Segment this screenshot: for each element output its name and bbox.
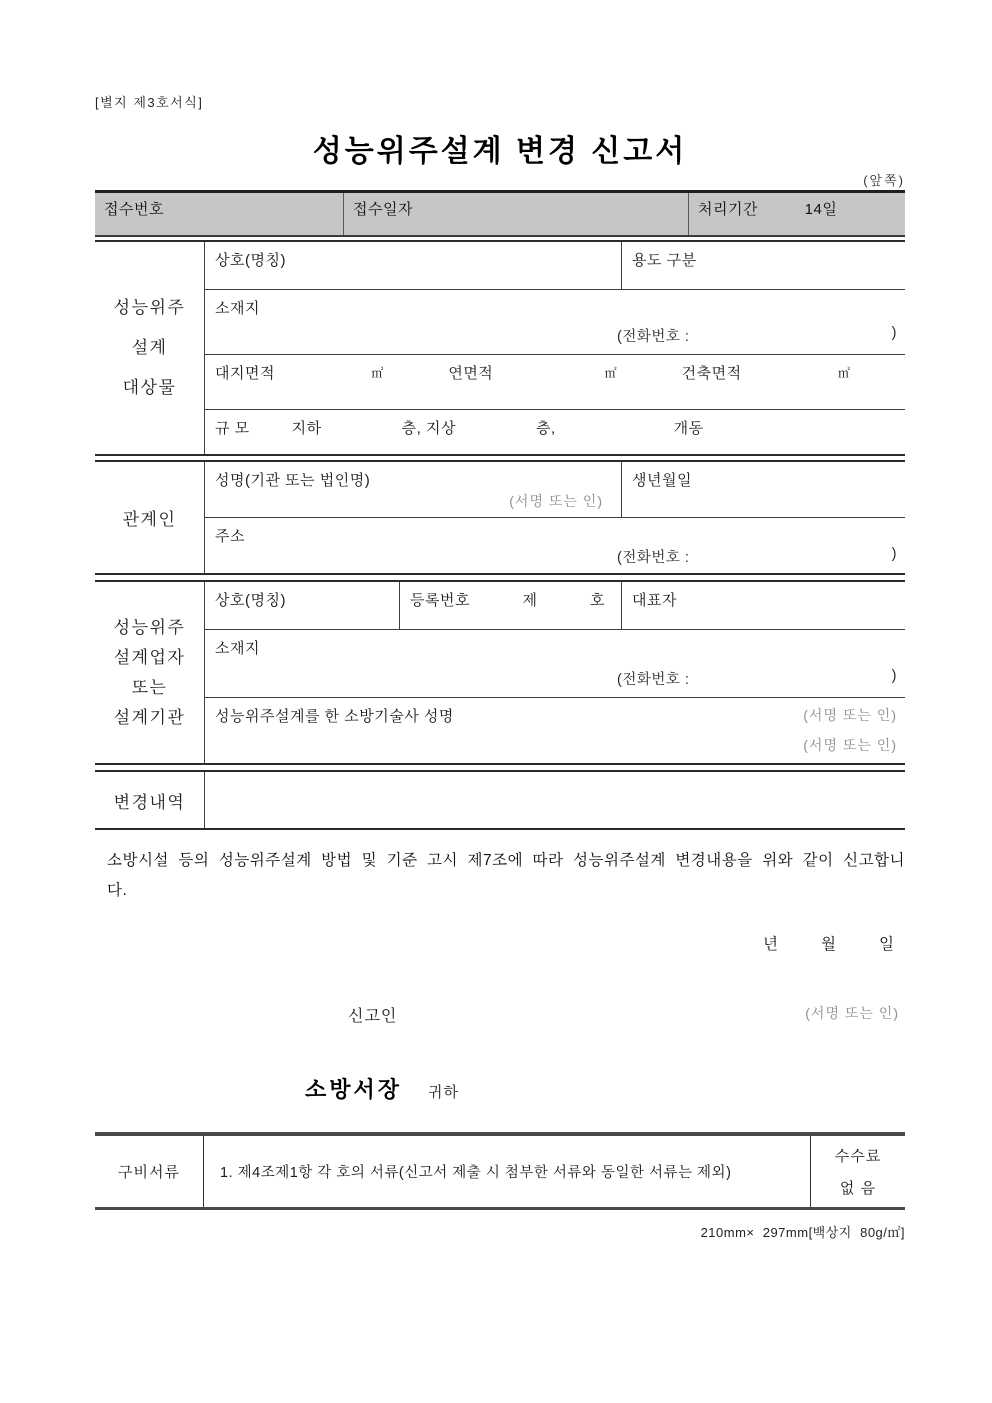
use-class-label: 용도 구분 xyxy=(632,252,697,269)
month-label: 월 xyxy=(821,936,838,953)
reg-no-label: 등록번호 xyxy=(410,592,470,609)
sqm-unit: ㎡ xyxy=(604,366,617,380)
field-birth-date xyxy=(622,462,905,517)
field-address xyxy=(205,518,905,573)
section-change-details xyxy=(95,770,905,830)
field-representative xyxy=(622,582,905,629)
reg-je-label: 제 xyxy=(522,592,538,609)
documents-label-text: 구비서류 xyxy=(118,1164,180,1181)
day-label: 일 xyxy=(879,936,895,953)
floors-label: 층, xyxy=(535,420,556,437)
phone-label: (전화번호 : xyxy=(617,329,690,345)
site-area-label: 대지면적 xyxy=(215,365,275,382)
documents-item xyxy=(203,1136,811,1207)
sign-or-seal-hint xyxy=(215,491,611,511)
designer-location-label: 소재지 xyxy=(215,640,260,657)
field-person-name xyxy=(205,462,622,517)
sign-or-seal-text: (서명 또는 인) xyxy=(803,707,897,723)
scale-label: 규 모 xyxy=(215,420,250,437)
recipient-honorific: 귀하 xyxy=(428,1084,459,1101)
section-designer xyxy=(95,580,905,765)
phone-close-paren: ) xyxy=(891,668,897,684)
field-fire-engineer xyxy=(205,698,905,763)
field-use-class xyxy=(622,242,905,289)
documents-label xyxy=(95,1136,203,1207)
receipt-bar xyxy=(95,190,905,237)
sign-or-seal-text: (서명 또는 인) xyxy=(805,1005,899,1021)
section-label-line: 변경내역 xyxy=(113,792,186,812)
representative-label: 대표자 xyxy=(632,592,677,609)
receipt-number-cell xyxy=(95,193,343,235)
field-registration-number xyxy=(400,582,622,629)
section-related-person xyxy=(95,460,905,575)
section-label-line: 성능위주 xyxy=(113,298,186,317)
phone-number-line xyxy=(215,546,897,567)
documents-table xyxy=(95,1132,905,1210)
fee-value: 없 음 xyxy=(839,1180,877,1197)
processing-days-value: 14일 xyxy=(804,201,838,218)
field-location xyxy=(205,290,905,355)
buildings-label: 개동 xyxy=(673,420,704,437)
year-label: 년 xyxy=(763,936,780,953)
declarant-label: 신고인 xyxy=(348,1008,398,1025)
reg-ho-label: 호 xyxy=(590,592,605,609)
fee-cell xyxy=(811,1136,905,1207)
row-scale xyxy=(205,410,905,454)
phone-label: (전화번호 : xyxy=(617,672,690,688)
address-label: 주소 xyxy=(215,528,245,545)
designer-company-label: 상호(명칭) xyxy=(215,592,286,609)
change-details-empty-cell xyxy=(205,772,905,828)
section-target-label xyxy=(95,242,205,454)
field-site-area xyxy=(205,362,438,383)
section-designer-label xyxy=(95,582,205,763)
section-target-building xyxy=(95,240,905,456)
declaration-text: 소방시설 등의 성능위주설계 방법 및 기준 고시 제7조에 따라 성능위주설계 변경내용을 위와 같이 신고합니다. xyxy=(107,852,905,899)
page-side-label: (앞쪽) xyxy=(863,173,905,188)
section-label-line: 성능위주 xyxy=(113,617,186,637)
section-designer-body xyxy=(205,582,905,763)
row-company-use xyxy=(205,242,905,290)
section-label-line: 설계 xyxy=(131,338,168,357)
documents-item-text: 1. 제4조제1항 각 호의 서류(신고서 제출 시 첨부한 서류와 동일한 서류는 제외) xyxy=(220,1165,732,1181)
engineer-name-label: 성능위주설계를 한 소방기술사 성명 xyxy=(215,708,454,725)
field-building-area xyxy=(672,362,905,383)
section-label-line: 또는 xyxy=(131,677,168,697)
date-line xyxy=(95,932,905,954)
below-ground-label: 지하 xyxy=(291,420,322,437)
paper-spec: 210mm× 297mm[백상지 80g/㎡] xyxy=(700,1225,905,1240)
processing-period-label: 처리기간 xyxy=(698,201,758,218)
row-name-birth xyxy=(205,462,905,518)
recipient-title: 소방서장 xyxy=(305,1077,403,1102)
field-designer-company xyxy=(205,582,400,629)
section-target-body xyxy=(205,242,905,454)
phone-close-paren: ) xyxy=(891,325,897,341)
person-name-label: 성명(기관 또는 법인명) xyxy=(215,472,371,489)
sqm-unit: ㎡ xyxy=(371,366,384,380)
declarant-line xyxy=(95,1003,905,1026)
receipt-date-label: 접수일자 xyxy=(353,201,413,218)
recipient-line xyxy=(95,1073,905,1104)
section-related-body xyxy=(205,462,905,573)
sign-or-seal-hint xyxy=(215,735,897,755)
form-code: [별지 제3호서식] xyxy=(95,95,204,110)
row-designer-company xyxy=(205,582,905,630)
phone-number-line xyxy=(215,325,897,346)
fee-label: 수수료 xyxy=(834,1148,882,1165)
floors-above-label: 층, 지상 xyxy=(401,420,456,437)
sqm-unit: ㎡ xyxy=(837,366,850,380)
section-change-label xyxy=(95,772,205,828)
location-label: 소재지 xyxy=(215,300,260,317)
phone-label: (전화번호 : xyxy=(617,550,690,566)
section-label-line: 설계업자 xyxy=(113,647,186,667)
sign-or-seal-text: (서명 또는 인) xyxy=(803,737,897,753)
receipt-date-cell xyxy=(343,193,688,235)
section-label-line: 대상물 xyxy=(122,378,177,397)
section-related-label xyxy=(95,462,205,573)
section-label-line: 관계인 xyxy=(122,510,177,529)
building-area-label: 건축면적 xyxy=(681,365,742,382)
birth-date-label: 생년월일 xyxy=(632,472,692,489)
receipt-number-label: 접수번호 xyxy=(104,201,164,218)
row-areas xyxy=(205,355,905,410)
page-title: 성능위주설계 변경 신고서 xyxy=(312,135,688,168)
field-company-name xyxy=(205,242,622,289)
processing-period-cell xyxy=(688,193,905,235)
section-label-line: 설계기관 xyxy=(113,707,186,727)
field-gross-area xyxy=(438,362,671,383)
gross-area-label: 연면적 xyxy=(448,365,494,382)
phone-close-paren: ) xyxy=(891,546,897,562)
field-designer-location xyxy=(205,630,905,698)
sign-or-seal-text: (서명 또는 인) xyxy=(509,493,603,509)
engineer-name-line xyxy=(215,705,897,726)
company-name-label: 상호(명칭) xyxy=(215,252,286,269)
phone-number-line xyxy=(215,668,897,689)
